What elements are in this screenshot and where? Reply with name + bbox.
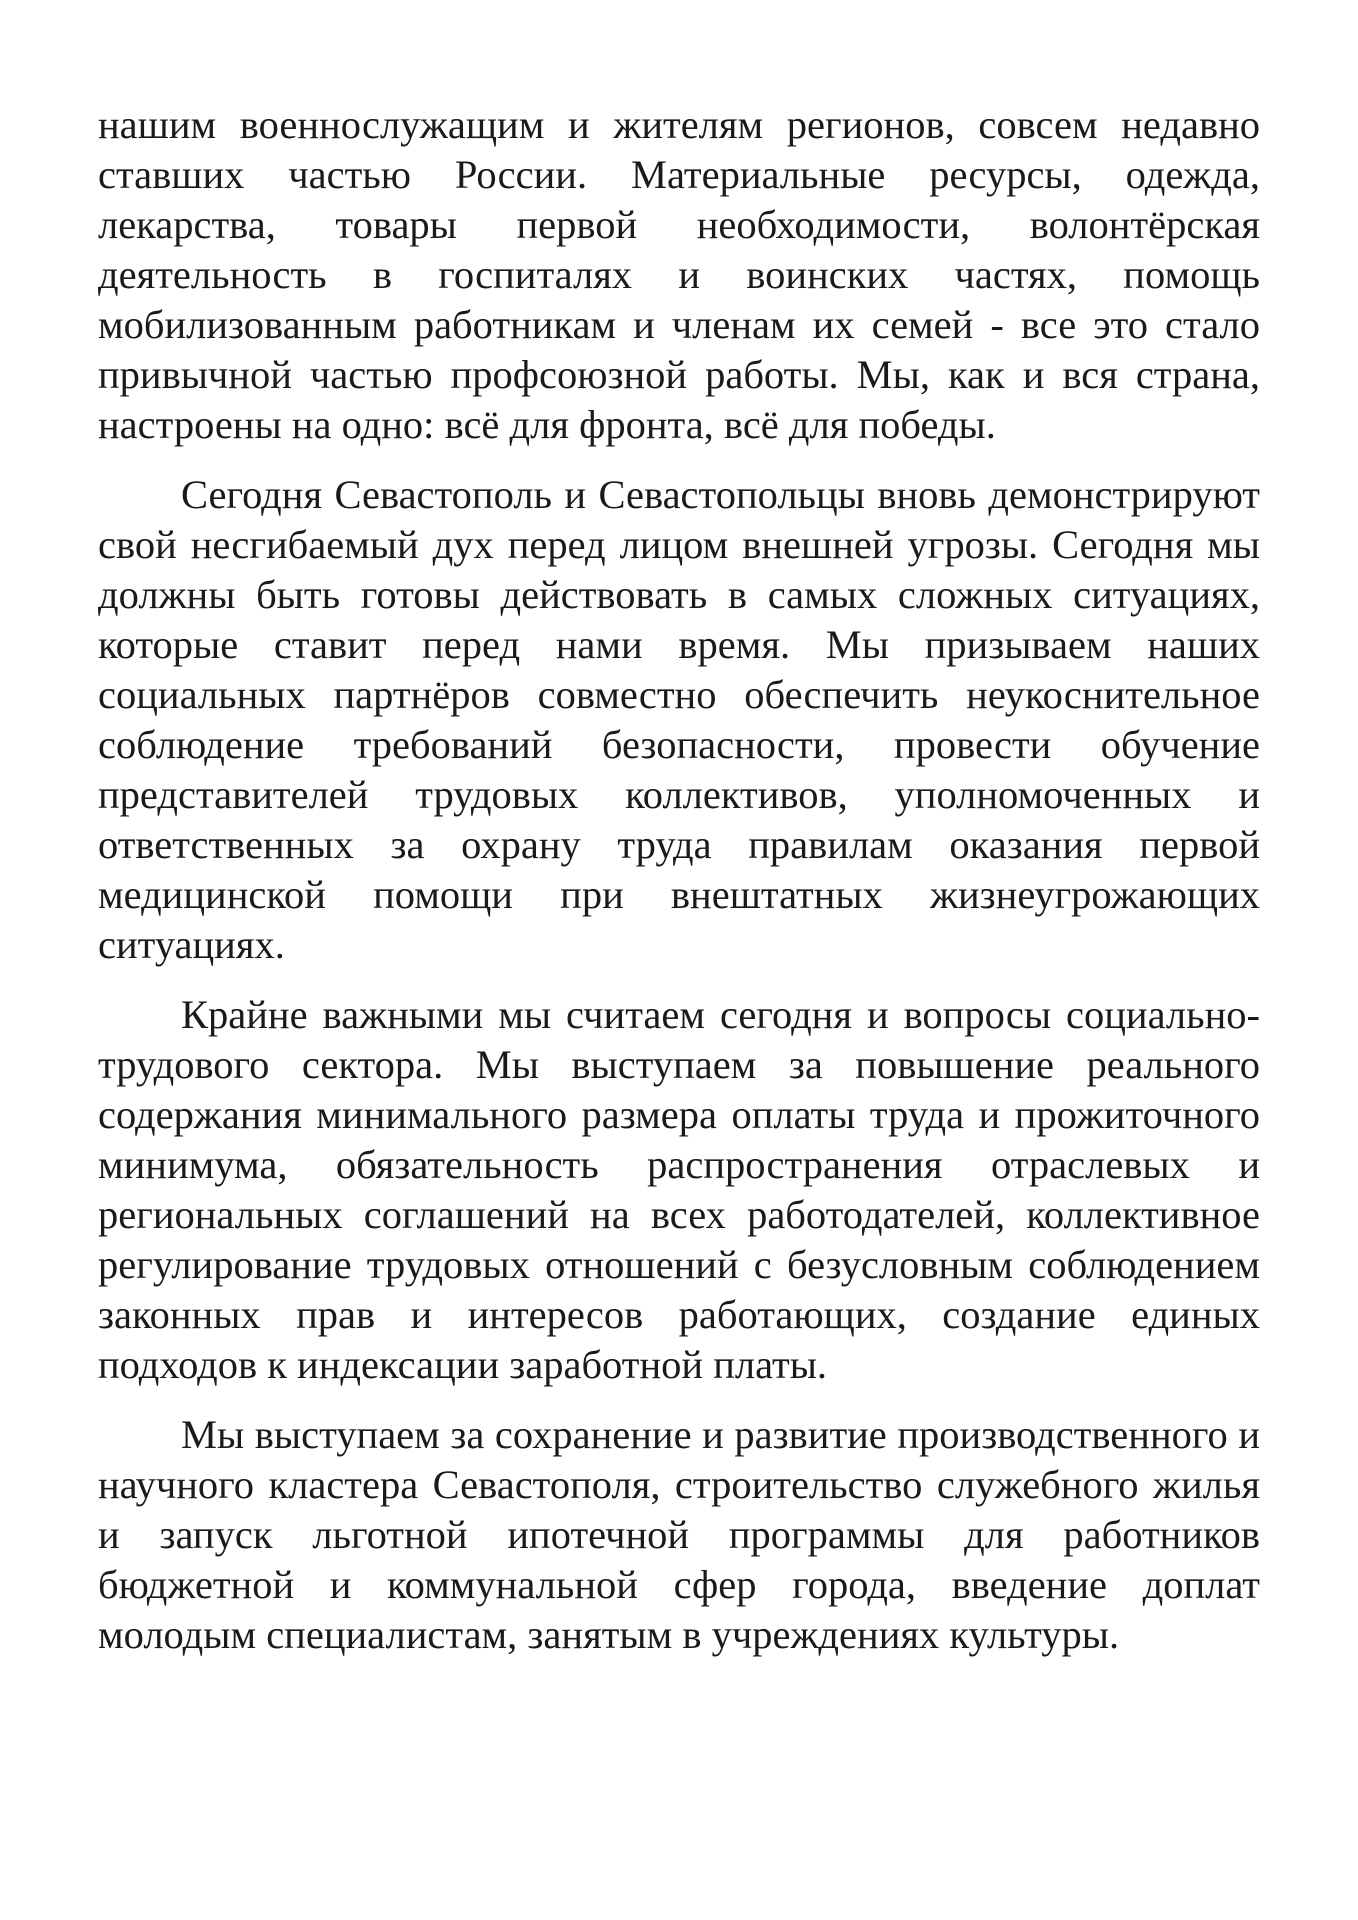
paragraph-3: Крайне важными мы считаем сегодня и вопросы социально-трудового сектора. Мы выступаем за повышение реального содержания минимального размера оплаты труда и прожиточного минимума, обязательность распространения отраслевых и региональных соглашений на всех работодателей, коллективное регулирование трудовых отношений с безусловным соблюдением законных прав и интересов работающих, создание единых подходов к индексации заработной платы. — [98, 992, 1260, 1387]
paragraph-1: нашим военнослужащим и жителям регионов, совсем недавно ставших частью России. Материальные ресурсы, одежда, лекарства, товары первой необходимости, волонтёрская деятельность в госпиталях и воинских частях, помощь мобилизованным работникам и членам их семей - все это стало привычной частью профсоюзной работы. Мы, как и вся страна, настроены на одно: всё для фронта, всё для победы. — [98, 102, 1260, 447]
paragraph-4: Мы выступаем за сохранение и развитие производственного и научного кластера Севастополя, строительство служебного жилья и запуск льготной ипотечной программы для работников бюджетной и коммунальной сфер города, введение доплат молодым специалистам, занятым в учреждениях культуры. — [98, 1412, 1260, 1657]
paragraph-2: Сегодня Севастополь и Севастопольцы вновь демонстрируют свой несгибаемый дух перед лицом внешней угрозы. Сегодня мы должны быть готовы действовать в самых сложных ситуациях, которые ставит перед нами время. Мы призываем наших социальных партнёров совместно обеспечить неукоснительное соблюдение требований безопасности, провести обучение представителей трудовых коллективов, уполномоченных и ответственных за охрану труда правилам оказания первой медицинской помощи при внештатных жизнеугрожающих ситуациях. — [98, 472, 1260, 967]
document-page — [98, 100, 1260, 1680]
